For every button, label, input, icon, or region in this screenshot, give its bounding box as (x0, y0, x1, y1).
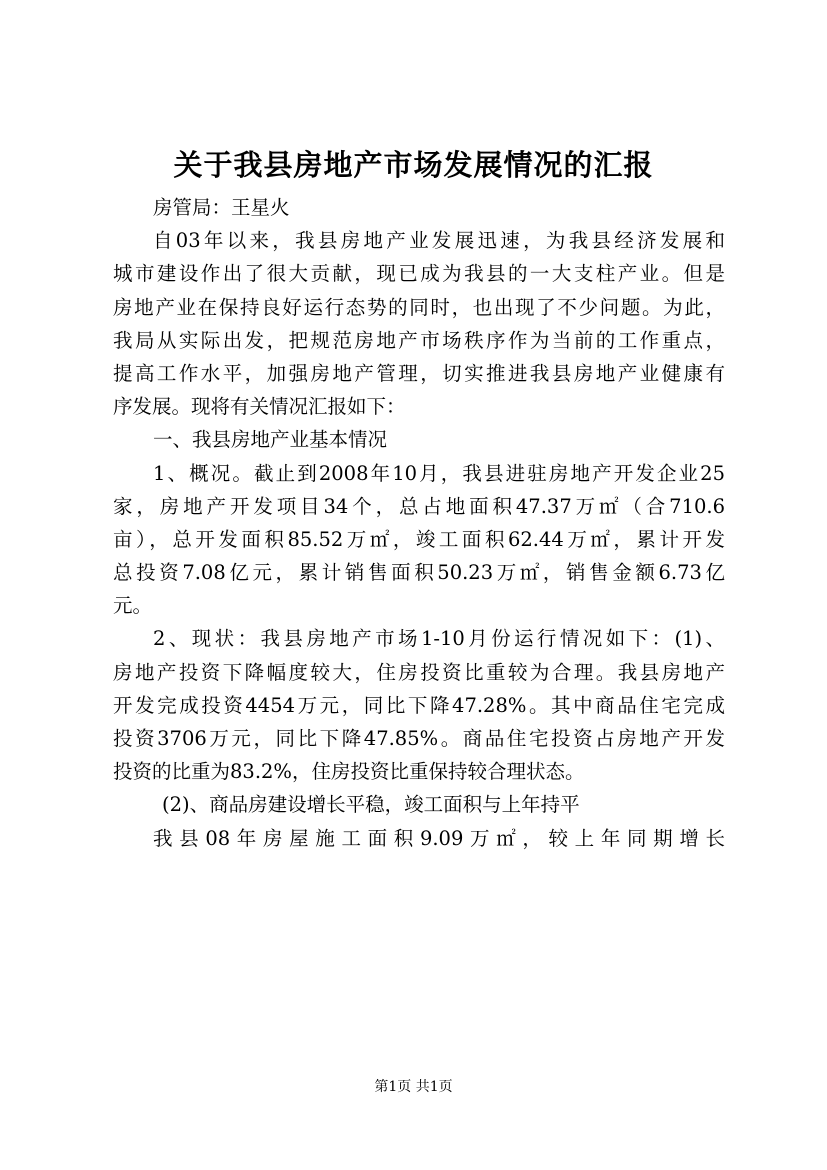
document-body (113, 191, 725, 855)
subsection-heading: (2)、商品房建设增长平稳，竣工面积与上年持平 (162, 793, 580, 817)
section-heading: 一、我县房地产业基本情况 (153, 428, 388, 452)
paragraph-line: 1、概况。截止到2008年10月，我县进驻房地产开发企业25 (153, 461, 725, 485)
paragraph-line: 城市建设作出了很大贡献，现已成为我县的一大支柱产业。但是 (113, 262, 725, 286)
paragraph-line: 亩），总开发面积85.52万㎡，竣工面积62.44万㎡，累计开发 (113, 527, 725, 551)
paragraph-line: 总投资7.08亿元，累计销售面积50.23万㎡，销售金额6.73亿 (113, 561, 725, 585)
paragraph-line: 开发完成投资4454万元，同比下降47.28%。其中商品住宅完成 (113, 693, 725, 717)
paragraph-line: 提高工作水平，加强房地产管理，切实推进我县房地产业健康有 (113, 361, 725, 385)
paragraph-line: 自03年以来，我县房地产业发展迅速，为我县经济发展和 (153, 229, 725, 253)
paragraph-line: 我局从实际出发，把规范房地产市场秩序作为当前的工作重点， (113, 328, 725, 352)
paragraph-line: 家，房地产开发项目34个，总占地面积47.37万㎡（合710.6 (113, 494, 725, 518)
paragraph-line: 序发展。现将有关情况汇报如下： (113, 395, 406, 419)
paragraph-line: 2、现状：我县房地产市场1-10月份运行情况如下：(1)、 (153, 627, 725, 651)
paragraph-line: 投资3706万元，同比下降47.85%。商品住宅投资占房地产开发 (113, 727, 725, 750)
paragraph-line: 房地产投资下降幅度较大，住房投资比重较为合理。我县房地产 (113, 660, 725, 684)
author-line: 房管局：王星火 (153, 196, 290, 219)
paragraph-line: 房地产业在保持良好运行态势的同时，也出现了不少问题。为此， (113, 295, 725, 319)
paragraph-line: 投资的比重为83.2%，住房投资比重保持较合理状态。 (113, 760, 585, 784)
paragraph-line: 元。 (113, 594, 153, 618)
page-footer: 第1页 共1页 (374, 1079, 453, 1095)
paragraph-line: 我县08年房屋施工面积9.09万㎡，较上年同期增长 (153, 826, 725, 850)
document-title: 关于我县房地产市场发展情况的汇报 (173, 148, 654, 182)
